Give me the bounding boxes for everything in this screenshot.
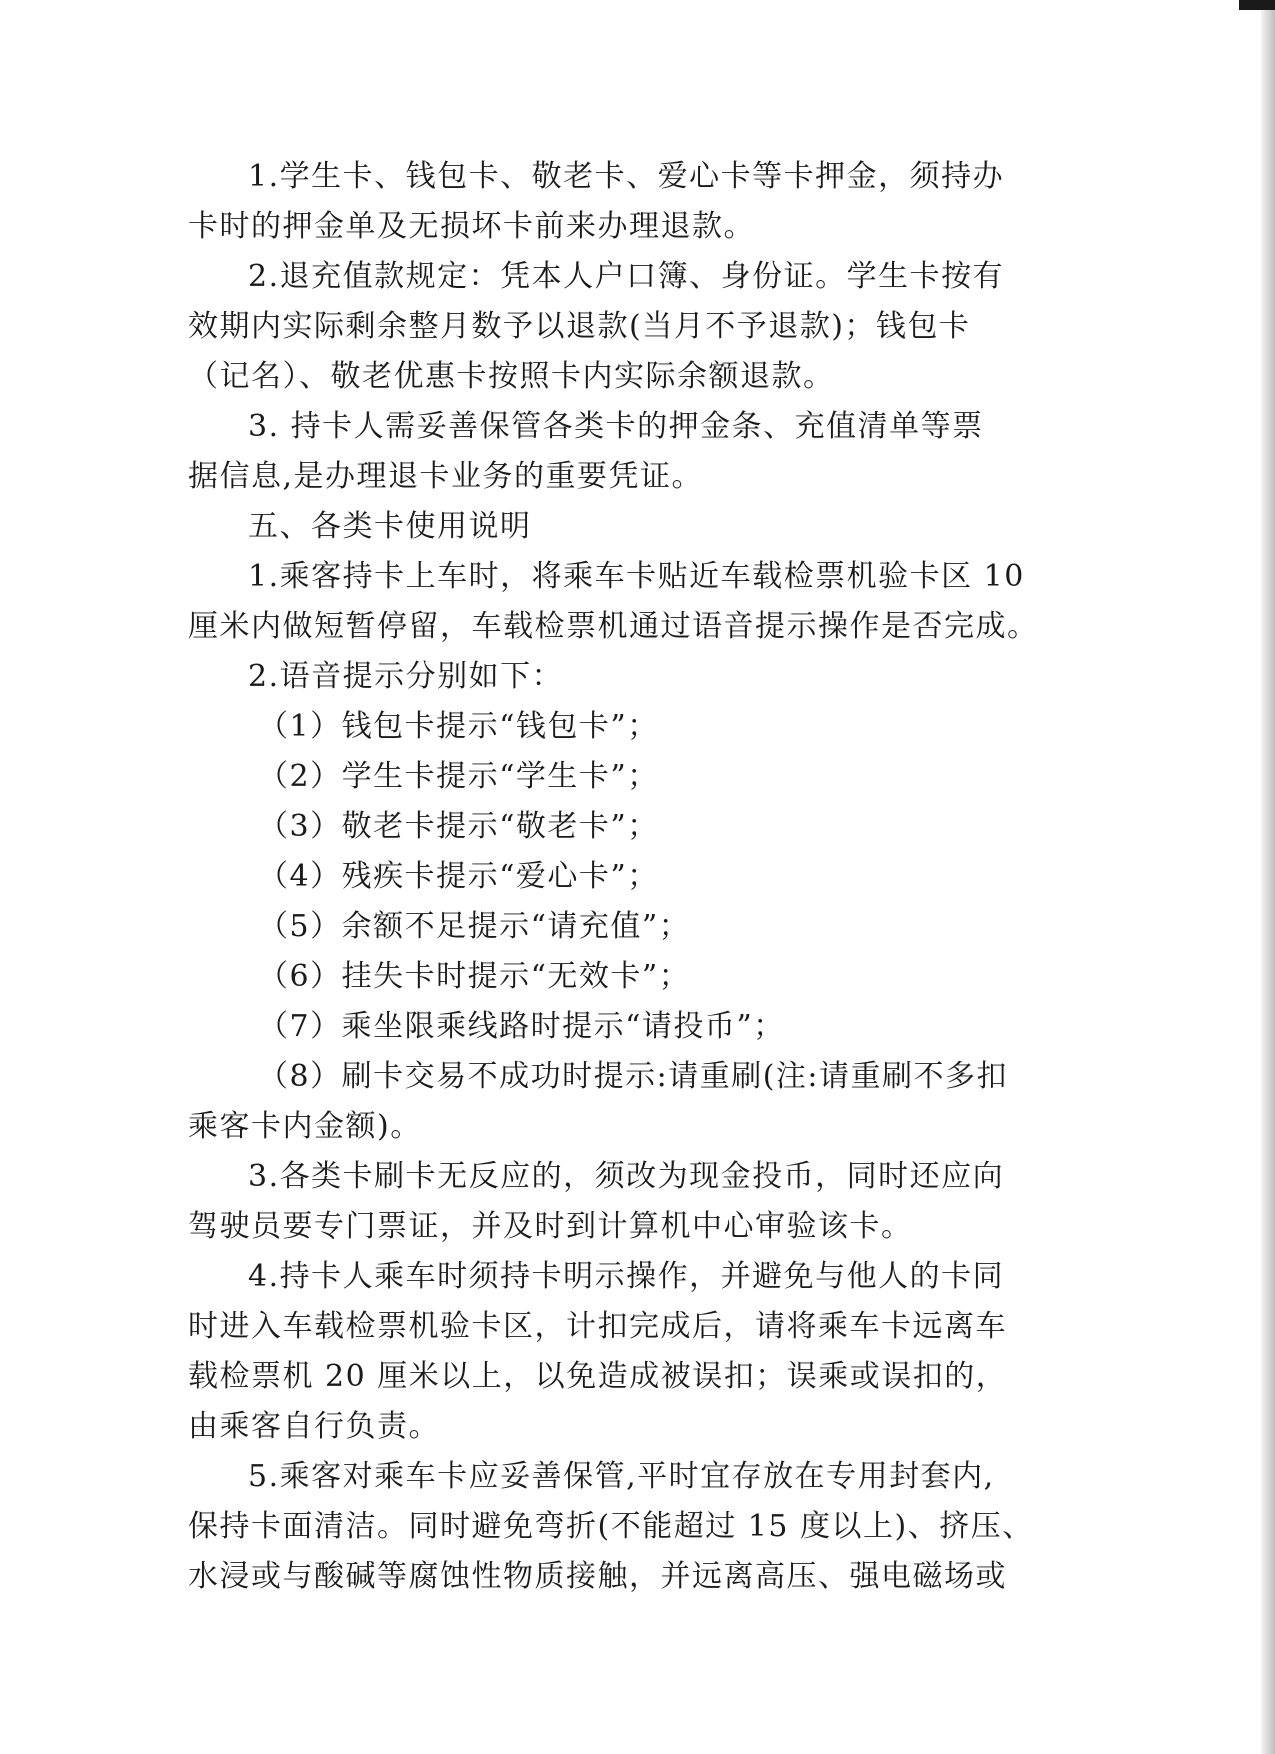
text-line: 卡时的押金单及无损坏卡前来办理退款。 xyxy=(188,209,755,244)
scan-corner-mark xyxy=(1239,0,1275,10)
text-line: 载检票机 20 厘米以上，以免造成被误扣；误乘或误扣的， xyxy=(188,1359,1008,1394)
text-line: 时进入车载检票机验卡区，计扣完成后，请将乘车卡远离车 xyxy=(188,1309,1007,1344)
text-line: 3. 持卡人需妥善保管各类卡的押金条、充值清单等票 xyxy=(248,409,984,444)
scan-edge xyxy=(1261,0,1275,1754)
list-item: （1）钱包卡提示“钱包卡”； xyxy=(258,709,659,744)
text-line: 水浸或与酸碱等腐蚀性物质接触，并远离高压、强电磁场或 xyxy=(188,1559,1007,1594)
text-line: 据信息,是办理退卡业务的重要凭证。 xyxy=(188,459,704,494)
text-line: 5.乘客对乘车卡应妥善保管,平时宜存放在专用封套内, xyxy=(248,1459,995,1494)
text-line: 由乘客自行负责。 xyxy=(188,1409,440,1444)
list-item: （5）余额不足提示“请充值”； xyxy=(258,909,691,944)
list-item: （8）刷卡交易不成功时提示:请重刷(注:请重刷不多扣 xyxy=(258,1059,1009,1094)
text-line: 1.乘客持卡上车时，将乘车卡贴近车载检票机验卡区 10 xyxy=(248,559,1025,594)
text-line: 2.退充值款规定：凭本人户口簿、身份证。学生卡按有 xyxy=(248,259,1005,294)
section-heading: 五、各类卡使用说明 xyxy=(248,509,532,544)
text-line: 3.各类卡刷卡无反应的，须改为现金投币，同时还应向 xyxy=(248,1159,1005,1194)
text-line: 厘米内做短暂停留，车载检票机通过语音提示操作是否完成。 xyxy=(188,609,1039,644)
list-item: （2）学生卡提示“学生卡”； xyxy=(258,759,659,794)
text-line: 1.学生卡、钱包卡、敬老卡、爱心卡等卡押金，须持办 xyxy=(248,159,1005,194)
list-item: （6）挂失卡时提示“无效卡”； xyxy=(258,959,691,994)
text-line: 效期内实际剩余整月数予以退款(当月不予退款)；钱包卡 xyxy=(188,309,971,344)
text-line: 保持卡面清洁。同时避免弯折(不能超过 15 度以上)、挤压、 xyxy=(188,1509,1034,1544)
list-item: （7）乘坐限乘线路时提示“请投币”； xyxy=(258,1009,785,1044)
text-line: （记名）、敬老优惠卡按照卡内实际余额退款。 xyxy=(188,359,835,394)
text-line: 乘客卡内金额)。 xyxy=(188,1109,422,1144)
text-line: 4.持卡人乘车时须持卡明示操作，并避免与他人的卡同 xyxy=(248,1259,1005,1294)
list-item: （4）残疾卡提示“爱心卡”； xyxy=(258,859,659,894)
text-line: 2.语音提示分别如下： xyxy=(248,659,564,694)
text-line: 驾驶员要专门票证，并及时到计算机中心审验该卡。 xyxy=(188,1209,913,1244)
body-text xyxy=(188,152,1048,1602)
list-item: （3）敬老卡提示“敬老卡”； xyxy=(258,809,659,844)
